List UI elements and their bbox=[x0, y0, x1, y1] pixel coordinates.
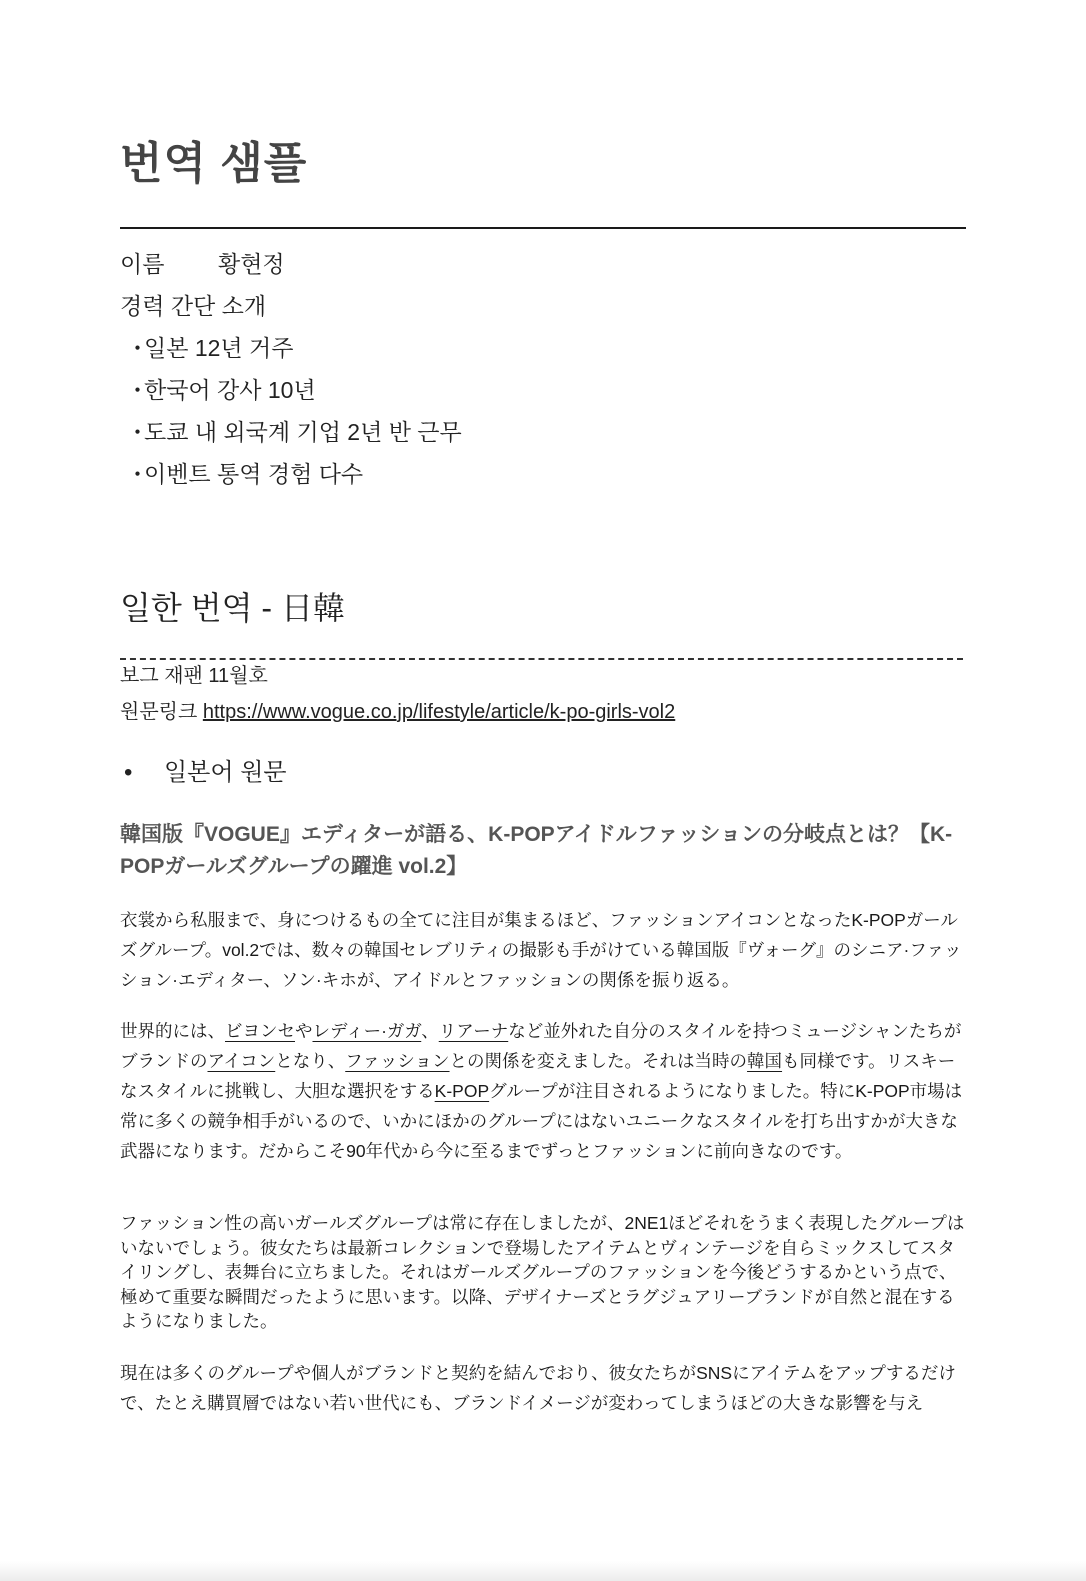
career-item bbox=[120, 328, 462, 370]
career-item bbox=[120, 412, 462, 454]
section-title: 일한 번역 - 日韓 bbox=[120, 590, 345, 626]
career-item-text: 도쿄 내 외국계 기업 2년 반 근무 bbox=[144, 419, 462, 445]
underlined-term: アイコン bbox=[207, 1051, 276, 1071]
source-meta bbox=[120, 660, 675, 732]
name-label: 이름 bbox=[120, 251, 165, 277]
bullet-icon: ・ bbox=[126, 419, 149, 445]
career-item bbox=[120, 454, 462, 496]
source-link-row bbox=[120, 696, 675, 732]
article-lead: 衣裳から私服まで、身につけるもの全てに注目が集まるほど、ファッションアイコンとなったK-POPガールズグループ。vol.2では、数々の韓国セレブリティの撮影も手がけている韓国版『ヴォーグ』のシニア·ファッション·エディター、ソン·キホが、アイドルとファッションの関係を振り返る。 bbox=[120, 910, 962, 990]
underlined-term: ビヨンセ bbox=[225, 1021, 295, 1041]
article-headline: 韓国版『VOGUE』エディターが語る、K-POPアイドルファッションの分岐点とは？【K-POPガールズグループの躍進 vol.2】 bbox=[120, 823, 953, 878]
underlined-term: ファッション bbox=[345, 1051, 450, 1071]
bullet-icon: ・ bbox=[126, 377, 149, 403]
underlined-term: 韓国 bbox=[747, 1051, 783, 1071]
article-paragraph-2: 世界的には、ビヨンセやレディー·ガガ、リアーナなど並外れた自分のスタイルを持つミュージシャンたちがブランドのアイコンとなり、ファッションとの関係を変えました。それは当時の韓国も同様です。リスキーなスタイルに挑戦し、大胆な選択をするK-POPグループが注目されるようになりました。特にK-POP市場は常に多くの競争相手がいるので、いかにほかのグループにはないユニークなスタイルを打ち出すかが大きな武器になります。だからこそ90年代から今に至るまでずっとファッションに前向きなのです。 bbox=[120, 1021, 963, 1161]
underlined-term: リアーナ bbox=[438, 1021, 509, 1041]
career-item-text: 한국어 강사 10년 bbox=[144, 377, 316, 403]
source-link-label: 원문링크 bbox=[120, 701, 198, 723]
subsection-heading bbox=[120, 756, 287, 790]
profile-block bbox=[120, 244, 462, 496]
article-paragraph-3: ファッション性の高いガールズグループは常に存在しましたが、2NE1ほどそれをうまく表現したグループはいないでしょう。彼女たちは最新コレクションで登場したアイテムとヴィンテージを自らミックスしてスタイリングし、表舞台に立ちました。それはガールズグループのファッションを今後どうするかという点で、極めて重要な瞬間だったように思います。以降、デザイナーズとラグジュアリーブランドが自然と混在するようになりました。 bbox=[120, 1213, 965, 1331]
document-title: 번역 샘플 bbox=[120, 139, 308, 188]
source-publication: 보그 재팬 11월호 bbox=[120, 665, 268, 687]
name-row bbox=[120, 244, 462, 286]
subsection-title: 일본어 원문 bbox=[164, 759, 287, 786]
name-value: 황현정 bbox=[218, 251, 285, 277]
bullet-icon: ・ bbox=[126, 461, 149, 487]
career-item-text: 일본 12년 거주 bbox=[144, 335, 294, 361]
article-paragraph-4: 現在は多くのグループや個人がブランドと契約を結んでおり、彼女たちがSNSにアイテムをアップするだけで、たとえ購買層ではない若い世代にも、ブランドイメージが変わってしまうほどの大きな影響を与え bbox=[120, 1363, 956, 1413]
source-link[interactable]: https://www.vogue.co.jp/lifestyle/article/k-po-girls-vol2 bbox=[202, 701, 676, 723]
career-heading: 경력 간단 소개 bbox=[120, 293, 267, 319]
title-divider bbox=[120, 227, 966, 229]
bullet-icon: • bbox=[124, 759, 133, 786]
underlined-term: レディー·ガガ bbox=[312, 1021, 422, 1041]
career-item-text: 이벤트 통역 경험 다수 bbox=[144, 461, 364, 487]
career-item bbox=[120, 370, 462, 412]
page-bottom-edge bbox=[0, 1561, 1086, 1581]
underlined-term: K-POP bbox=[434, 1081, 490, 1101]
bullet-icon: ・ bbox=[126, 335, 149, 361]
